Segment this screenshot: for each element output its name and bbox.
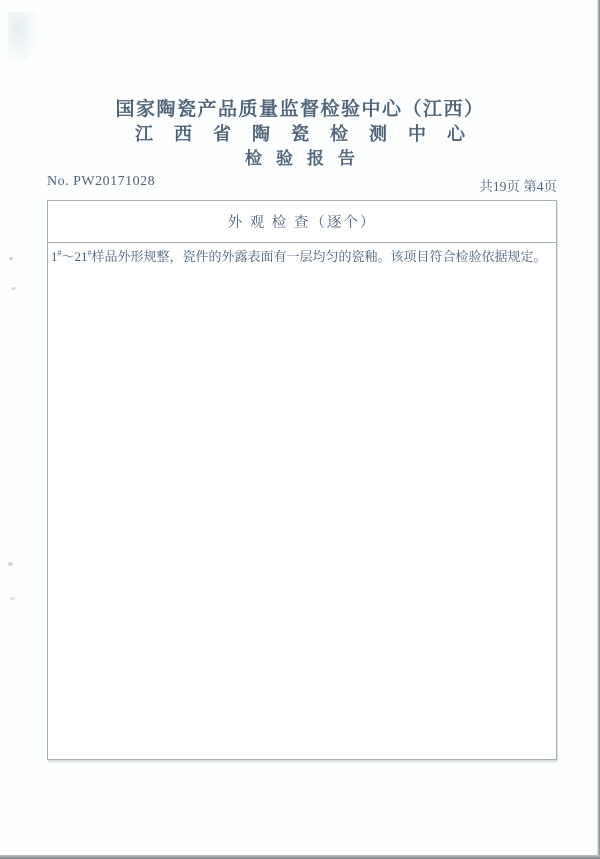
sample-number-mark: # — [57, 248, 62, 258]
finding-part: 1 — [51, 249, 58, 264]
inspection-section-box — [47, 200, 557, 760]
scan-smudge — [8, 12, 42, 70]
scan-speck — [11, 287, 16, 290]
page-indicator: 共19页 第4页 — [479, 179, 557, 194]
report-number: No. PW20171028 — [47, 174, 156, 189]
agency-name-line2: 江西省陶瓷检测中心 — [135, 124, 486, 144]
sample-number-mark: # — [87, 248, 92, 258]
section-title: 外 观 检 查（逐个） — [48, 201, 556, 243]
scan-speck — [8, 562, 13, 566]
scan-speck — [10, 597, 15, 600]
agency-name-line1: 国家陶瓷产品质量监督检验中心（江西） — [115, 99, 485, 120]
document-title: 检验报告 — [245, 149, 369, 168]
inspection-finding-text — [48, 243, 556, 265]
scan-speck — [9, 257, 13, 260]
finding-part: ～21 — [61, 249, 88, 264]
finding-part: 样品外形规整，瓷件的外露表面有一层均匀的瓷釉。该项目符合检验依据规定。 — [91, 249, 547, 264]
scan-edge-bottom — [0, 855, 600, 859]
